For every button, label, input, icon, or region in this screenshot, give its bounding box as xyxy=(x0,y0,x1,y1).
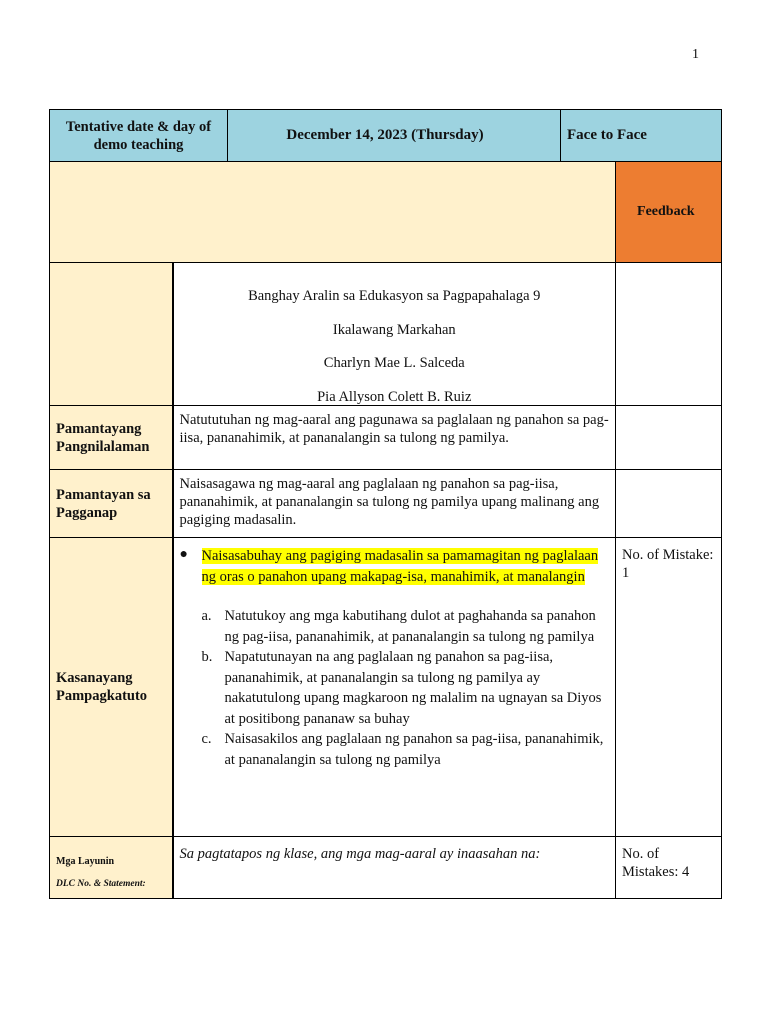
bullet-icon: ● xyxy=(179,547,188,562)
kasanayan-row xyxy=(50,538,722,837)
kasanayan-content xyxy=(173,538,616,837)
title-row-label-cell xyxy=(50,263,173,406)
quarter-label: Ikalawang Markahan xyxy=(332,321,456,338)
kasanayan-label: Kasanayang Pampagkatuto xyxy=(50,538,173,837)
title-block xyxy=(173,263,616,406)
page-number: 1 xyxy=(692,47,699,62)
pagganap-feedback-cell xyxy=(616,470,722,538)
sub-objective-letter: a. xyxy=(201,608,212,624)
sub-objective-a xyxy=(180,606,610,647)
header-row xyxy=(50,110,722,162)
demo-date-label: Tentative date & day of demo teaching xyxy=(50,110,228,162)
kasanayan-feedback: No. of Mistake: 1 xyxy=(616,538,722,837)
feedback-header: Feedback xyxy=(616,162,722,263)
layunin-label: Mga Layunin xyxy=(56,856,115,867)
lesson-plan-table xyxy=(49,109,722,899)
pangnilalaman-content: Natututuhan ng mag-aaral ang pagunawa sa paglalaan ng panahon sa pag-iisa, pananahimik, at pananalangin sa tulong ng pamilya. xyxy=(173,406,616,470)
sub-objective-text: Naisasakilos ang paglalaan ng panahon sa pag-iisa, pananahimik, at pananalangin sa tulong ng pamilya xyxy=(224,731,604,768)
pangnilalaman-feedback-cell xyxy=(616,406,722,470)
dlc-label: DLC No. & Statement: xyxy=(56,879,146,889)
sub-objective-text: Natutukoy ang mga kabutihang dulot at paghahanda sa panahon ng pag-iisa, pananahimik, at pananalangin sa tulong ng pamilya xyxy=(224,608,596,645)
teaching-mode: Face to Face xyxy=(561,110,722,162)
lesson-plan-title: Banghay Aralin sa Edukasyon sa Pagpapahalaga 9 xyxy=(248,288,541,304)
layunin-content: Sa pagtatapos ng klase, ang mga mag-aaral ay inaasahan na: xyxy=(179,846,541,862)
demo-date-value: December 14, 2023 (Thursday) xyxy=(228,110,561,162)
sub-objective-letter: c. xyxy=(201,731,212,747)
author-name-1: Charlyn Mae L. Salceda xyxy=(323,355,465,372)
feedback-header-row xyxy=(50,162,722,263)
sub-objective-letter: b. xyxy=(201,649,213,665)
main-objective-list xyxy=(180,546,610,588)
sub-objective-b xyxy=(180,647,610,729)
layunin-label-cell xyxy=(50,837,173,899)
sub-objective-c xyxy=(180,729,610,770)
highlighted-objective: Naisasabuhay ang pagiging madasalin sa pamamagitan ng paglalaan ng oras o panahon upang makapag-isa, manahimik, at manalangin xyxy=(201,548,599,585)
blank-header-cell xyxy=(50,162,616,263)
sub-objective-text: Napatutunayan na ang paglalaan ng panahon sa pag-iisa, pananahimik, at pananalangin sa tulong ng pamilya ay nakatutulong upang magkaroon ng malalim na ugnayan sa Diyos at positibong pananaw sa buhay xyxy=(224,649,602,727)
pagganap-row xyxy=(50,470,722,538)
layunin-feedback: No. of Mistakes: 4 xyxy=(616,837,722,899)
title-row-feedback-cell xyxy=(616,263,722,406)
layunin-row xyxy=(50,837,722,899)
title-row xyxy=(50,263,722,406)
pangnilalaman-label: Pamantayang Pangnilalaman xyxy=(50,406,173,470)
pagganap-content: Naisasagawa ng mag-aaral ang paglalaan ng panahon sa pag-iisa, pananahimik, at pananalangin sa tulong ng pamilya upang malinang ang pagiging madasalin. xyxy=(173,470,616,538)
sub-objectives xyxy=(180,606,610,770)
main-objective xyxy=(179,546,610,588)
author-name-2: Pia Allyson Colett B. Ruiz xyxy=(317,388,472,405)
layunin-content-cell xyxy=(173,837,616,899)
pangnilalaman-row xyxy=(50,406,722,470)
pagganap-label: Pamantayan sa Pagganap xyxy=(50,470,173,538)
